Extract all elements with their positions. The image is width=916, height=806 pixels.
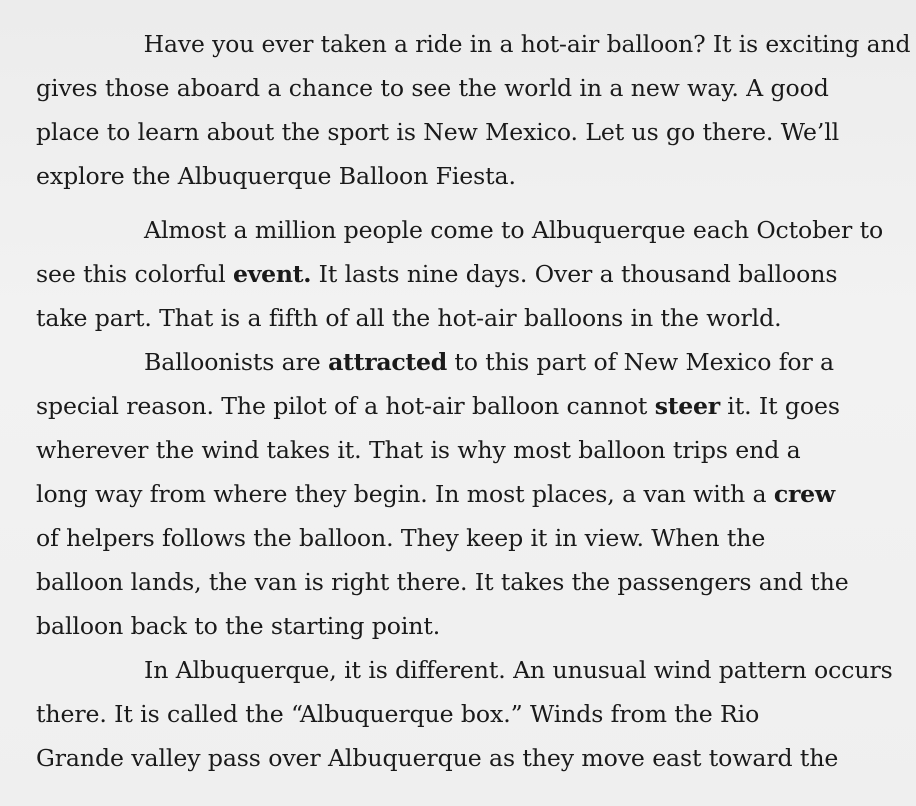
- text-line: [36, 560, 906, 604]
- text-run: balloon back to the starting point.: [36, 612, 441, 640]
- text-run: there. It is called the “Albuquerque box.” Winds from the Rio: [36, 700, 760, 728]
- text-line: [36, 384, 906, 428]
- text-run: it. It goes: [719, 392, 840, 420]
- text-line: [36, 296, 906, 340]
- text-run: gives those aboard a chance to see the world in a new way. A good: [36, 74, 829, 102]
- text-run: place to learn about the sport is New Mexico. Let us go there. We’ll: [36, 118, 840, 146]
- text-line: [36, 340, 906, 384]
- text-run: to this part of New Mexico for a: [446, 348, 834, 376]
- text-run: Have you ever taken a ride in a hot-air balloon? It is exciting and: [143, 30, 911, 58]
- book-page: [36, 22, 911, 780]
- vocabulary-word-crew: crew: [773, 480, 835, 508]
- text-line: [36, 604, 906, 648]
- text-run: Almost a million people come to Albuquerque each October to: [144, 216, 884, 244]
- text-run: wherever the wind takes it. That is why most balloon trips end a: [36, 436, 801, 464]
- text-run: Grande valley pass over Albuquerque as they move east toward the: [36, 744, 839, 772]
- text-run: of helpers follows the balloon. They keep it in view. When the: [36, 524, 766, 552]
- paragraph-3: [36, 340, 906, 648]
- text-line: [36, 22, 911, 66]
- vocabulary-word-attracted: attracted: [328, 348, 447, 376]
- vocabulary-word-steer: steer: [654, 392, 720, 420]
- text-line: [36, 516, 906, 560]
- text-run: In Albuquerque, it is different. An unusual wind pattern occurs: [144, 656, 893, 684]
- text-run: It lasts nine days. Over a thousand balloons: [311, 260, 838, 288]
- text-line: [36, 208, 906, 252]
- paragraph-1: [36, 22, 911, 198]
- text-line: [36, 648, 906, 692]
- text-line: [36, 428, 906, 472]
- text-run: special reason. The pilot of a hot-air balloon cannot: [36, 392, 655, 420]
- text-line: [36, 736, 906, 780]
- text-line: [36, 252, 906, 296]
- text-run: long way from where they begin. In most places, a van with a: [36, 480, 774, 508]
- text-line: [36, 472, 906, 516]
- paragraph-4: [36, 648, 906, 780]
- vocabulary-word-event: event.: [233, 260, 312, 288]
- text-line: [36, 154, 906, 198]
- text-line: [36, 66, 906, 110]
- text-run: Balloonists are: [144, 348, 329, 376]
- text-run: take part. That is a fifth of all the hot-air balloons in the world.: [36, 304, 782, 332]
- text-run: see this colorful: [36, 260, 233, 288]
- text-run: balloon lands, the van is right there. It takes the passengers and the: [36, 568, 849, 596]
- paragraph-2: [36, 208, 906, 340]
- text-run: explore the Albuquerque Balloon Fiesta.: [36, 162, 516, 190]
- text-line: [36, 110, 906, 154]
- text-line: [36, 692, 906, 736]
